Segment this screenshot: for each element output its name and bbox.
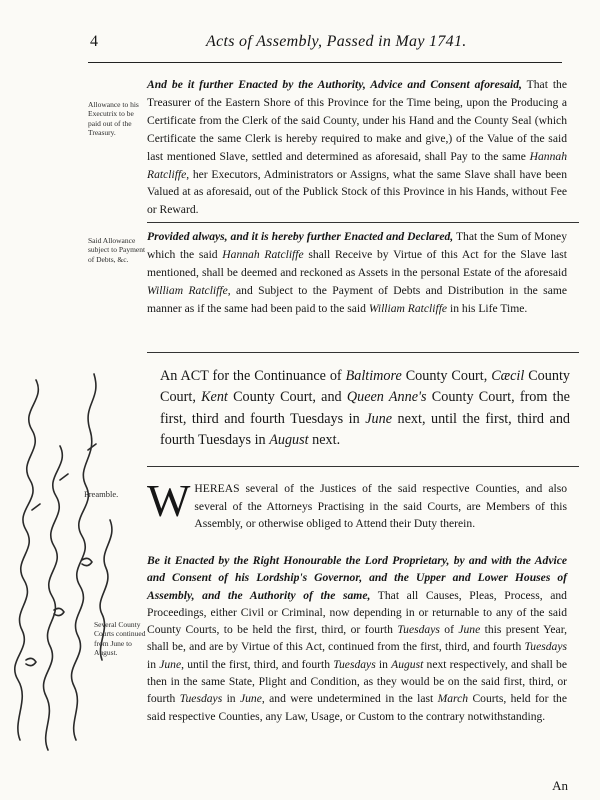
margin-note-preamble: Preamble. [84,489,119,499]
paragraph-lead: Be it Enacted by the Right Honourable the Lord Proprietary, by and with the Advice and Consent of his Lordship's Governor, and the Upper and Lower Houses of Assembly, and the Authority of the same, [147,554,567,602]
drop-cap: W [147,475,191,526]
section-separator [147,352,579,353]
act-title-text: next. [308,432,341,449]
paragraph-lead: And be it further Enacted by the Authority, Advice and Consent aforesaid, [147,78,522,91]
section-separator [147,466,579,467]
act-title-text: An ACT for the Continuance of [160,368,346,384]
person-name: Hannah Ratcliffe [147,149,567,181]
person-name: Hannah Ratcliffe [222,247,304,261]
person-name: William Ratcliffe [368,301,448,315]
county-name: Cæcil [491,368,525,384]
paragraph-text: next respectively, and shall be then in the same State, Plight and Condition, as they would be on the said first, third, or fourth [147,657,567,706]
month-name: June [458,623,481,637]
paragraph-text: HEREAS several of the Justices of the said respective Counties, and also several of the Attorneys Practising in the said Courts, are Members of this Assembly, or otherwise obliged to Attend their Duty therein. [194,482,567,530]
paragraph-whereas [147,475,567,533]
catchword: An [552,778,568,793]
day-name: Tuesdays [524,640,567,654]
paragraph-text: this present Year, shall be, and are by Virtue of this Act, continued from the first, third, and fourth [147,623,567,654]
month-name: June [365,410,393,427]
month-name: June [239,692,262,706]
day-name: Tuesdays [397,623,440,637]
paragraph-text: in his Life Time. [447,301,528,315]
section-separator [147,222,579,223]
month-name: June [159,657,182,671]
running-head [90,33,560,55]
paragraph-text: in [375,657,392,671]
paragraph-text: of [439,623,459,637]
paragraph-lead: Provided always, and it is hereby further Enacted and Declared, [147,230,454,243]
paragraph-text: , and were undetermined in the last [261,692,438,706]
paragraph-text: That the Sum of Money which the said [147,230,567,261]
act-title-text: County Court, from the first, third and fourth Tuesdays in [160,389,570,427]
act-title-text: County Court, [160,368,570,406]
paragraph-text: , her Executors, Administrators or Assigns, what the same Slave shall have been Valued at as aforesaid, out of the Publick Stock of this Province in his Hands, without Fee or Reward. [147,167,567,217]
day-name: Tuesdays [333,657,376,671]
margin-note-said-allowance: Said Allowance subject to Payment of Debts, &c. [88,236,146,264]
paragraph-text: , and Subject to the Payment of Debts and Distribution in the same manner as if the same had been paid to the said [147,283,567,315]
month-name: March [437,692,469,706]
paragraph-text: shall Receive by Virtue of this Act for the Slave last mentioned, shall be deemed and reckoned as Assets in the personal Estate of the aforesaid [147,247,567,279]
page-number: 4 [90,33,98,50]
month-name: August [269,432,309,449]
paragraph-text: That the Treasurer of the Eastern Shore of this Province for the Time being, upon the Producing a Certificate from the Clerk of the said County, under his Hand and the County Seal (which Certificate the same Clerk is hereby required to make and give,) of the Value of the said last mentioned Slave, settled and determined as aforesaid, shall Pay to the same [147,78,568,163]
day-name: Tuesdays [179,692,223,706]
paragraph-text: That all Causes, Pleas, Process, and Proceedings, either Civil or Criminal, now depending in or returnable to any of the said County Courts, to be held the first, third, or fourth [147,588,567,637]
handwritten-annotation [2,360,122,760]
running-head-title: Acts of Assembly, Passed in May 1741. [206,33,467,50]
county-name: Baltimore [345,368,402,384]
act-title-text: County Court, and [227,389,347,406]
margin-note-several-courts: Several County Courts continued from June to August. [94,620,146,658]
month-name: August [391,657,424,671]
header-rule [88,62,562,63]
act-title [160,366,570,452]
paragraph-text: Courts, held for the said respective Counties, any Law, Usage, or Custom to the contrary notwithstanding. [147,692,567,723]
paragraph-text: , until the first, third, and fourth [181,657,334,671]
county-name: Kent [201,389,228,406]
paragraph-treasurer [147,76,567,219]
margin-note-allowance: Allowance to his Executrix to be paid out of the Treasury. [88,100,139,138]
paragraph-enacting [147,552,567,725]
county-name: Queen Anne's [346,389,427,406]
act-title-text: next, until the first, third and fourth Tuesdays in [160,410,571,449]
paragraph-text: in [147,657,160,671]
paragraph-proviso [147,228,567,318]
paragraph-text: in [222,692,240,706]
person-name: William Ratcliffe [147,283,228,297]
act-title-text: County Court, [401,368,492,384]
